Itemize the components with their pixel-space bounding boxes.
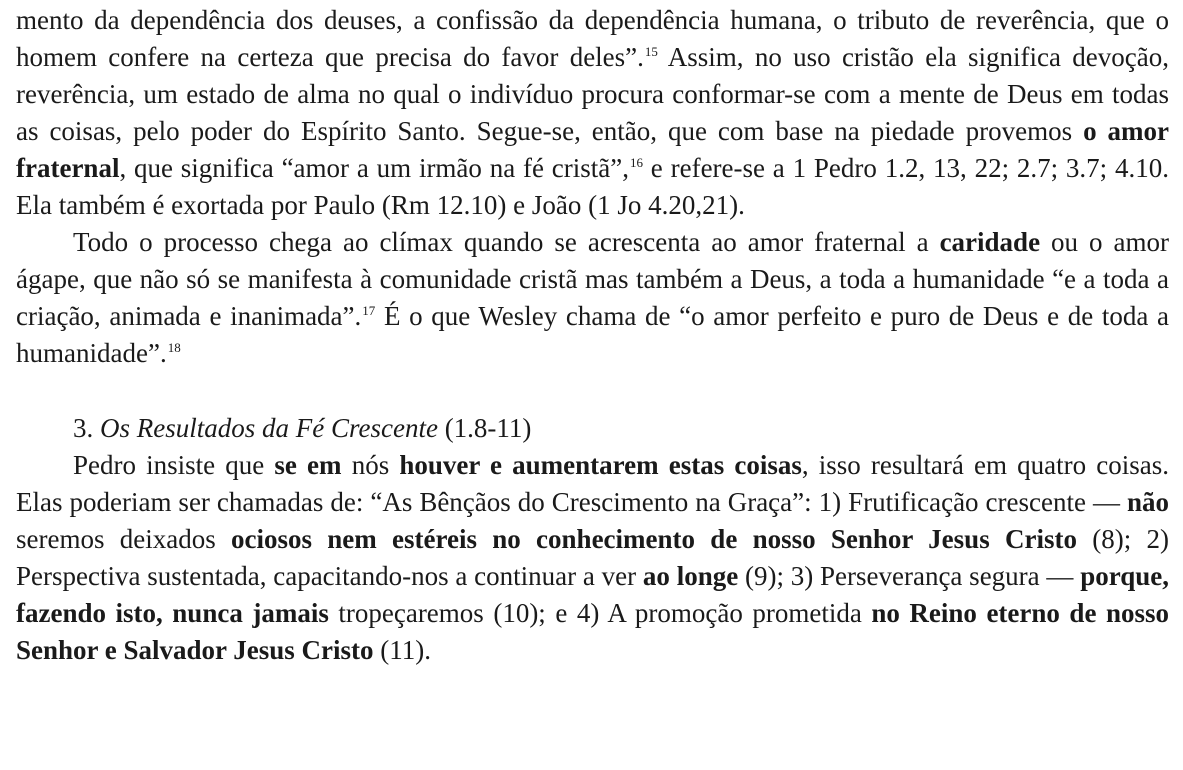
text-run: nós (341, 450, 400, 480)
paragraph-piety (16, 2, 1169, 224)
bold-term: porque, fazendo isto, nunca jamais (16, 561, 1169, 628)
heading-reference: (1.8-11) (437, 413, 532, 443)
footnote-marker-17: 17 (362, 303, 376, 318)
text-run: seremos deixados (16, 524, 231, 554)
section-spacer (16, 372, 1169, 410)
text-run: Assim, no uso cristão ela significa devoção, reverência, um estado de alma no qual o indivíduo procura conformar-se com a mente de Deus em todas as coisas, pelo poder do Espírito Santo. Segue-se, então, que com base na piedade provemos (16, 42, 1169, 146)
bold-term: se em (274, 450, 342, 480)
footnote-marker-18: 18 (167, 340, 181, 355)
section-heading (16, 410, 1169, 447)
text-run: (9); 3) Perseverança segura — (738, 561, 1081, 591)
bold-term: caridade (939, 227, 1041, 257)
bold-term: ociosos nem estéreis no conhecimento de nosso Senhor Jesus Cristo (231, 524, 1077, 554)
heading-number: 3. (73, 413, 100, 443)
bold-term: no Reino eterno de nosso Senhor e Salvador Jesus Cristo (16, 598, 1169, 665)
footnote-marker-16: 16 (630, 155, 643, 170)
bold-term: ao longe (642, 561, 739, 591)
text-run: É o que Wesley chama de “o amor perfeito e puro de Deus e de toda a humanidade”. (16, 301, 1169, 368)
text-run: , isso resultará em quatro coisas. Elas poderiam ser chamadas de: “As Bênçãos do Crescimento na Graça”: 1) Frutificação crescente — (16, 450, 1170, 517)
text-run: tropeçaremos (10); e 4) A promoção prometida (328, 598, 872, 628)
bold-term: o amor fraternal (16, 116, 1169, 183)
heading-title: Os Resultados da Fé Crescente (100, 413, 438, 443)
text-run: e refere-se a 1 Pedro 1.2, 13, 22; 2.7; 3.7; 4.10. Ela também é exortada por Paulo (Rm 12.10) e João (1 Jo 4.20,21). (16, 153, 1169, 220)
text-run: (11). (373, 635, 432, 665)
text-run: ou o amor ágape, que não só se manifesta à comunidade cristã mas também a Deus, a toda a humanidade “e a toda a criação, animada e inanimada”. (16, 227, 1169, 331)
text-run: (8); 2) Perspectiva sustentada, capacitando-nos a continuar a ver (16, 524, 1169, 591)
paragraph-charity (16, 224, 1169, 372)
document-page (16, 2, 1169, 669)
text-run: Todo o processo chega ao clímax quando se acrescenta ao amor fraternal a (73, 227, 940, 257)
paragraph-results (16, 447, 1169, 669)
footnote-marker-15: 15 (644, 44, 658, 59)
text-run: mento da dependência dos deuses, a confissão da dependência humana, o tributo de reverência, que o homem confere na certeza que precisa do favor deles”. (16, 5, 1169, 72)
bold-term: não (1126, 487, 1169, 517)
text-run: Pedro insiste que (73, 450, 275, 480)
text-run: , que significa “amor a um irmão na fé cristã”, (119, 153, 629, 183)
bold-term: houver e aumentarem estas coisas (399, 450, 802, 480)
